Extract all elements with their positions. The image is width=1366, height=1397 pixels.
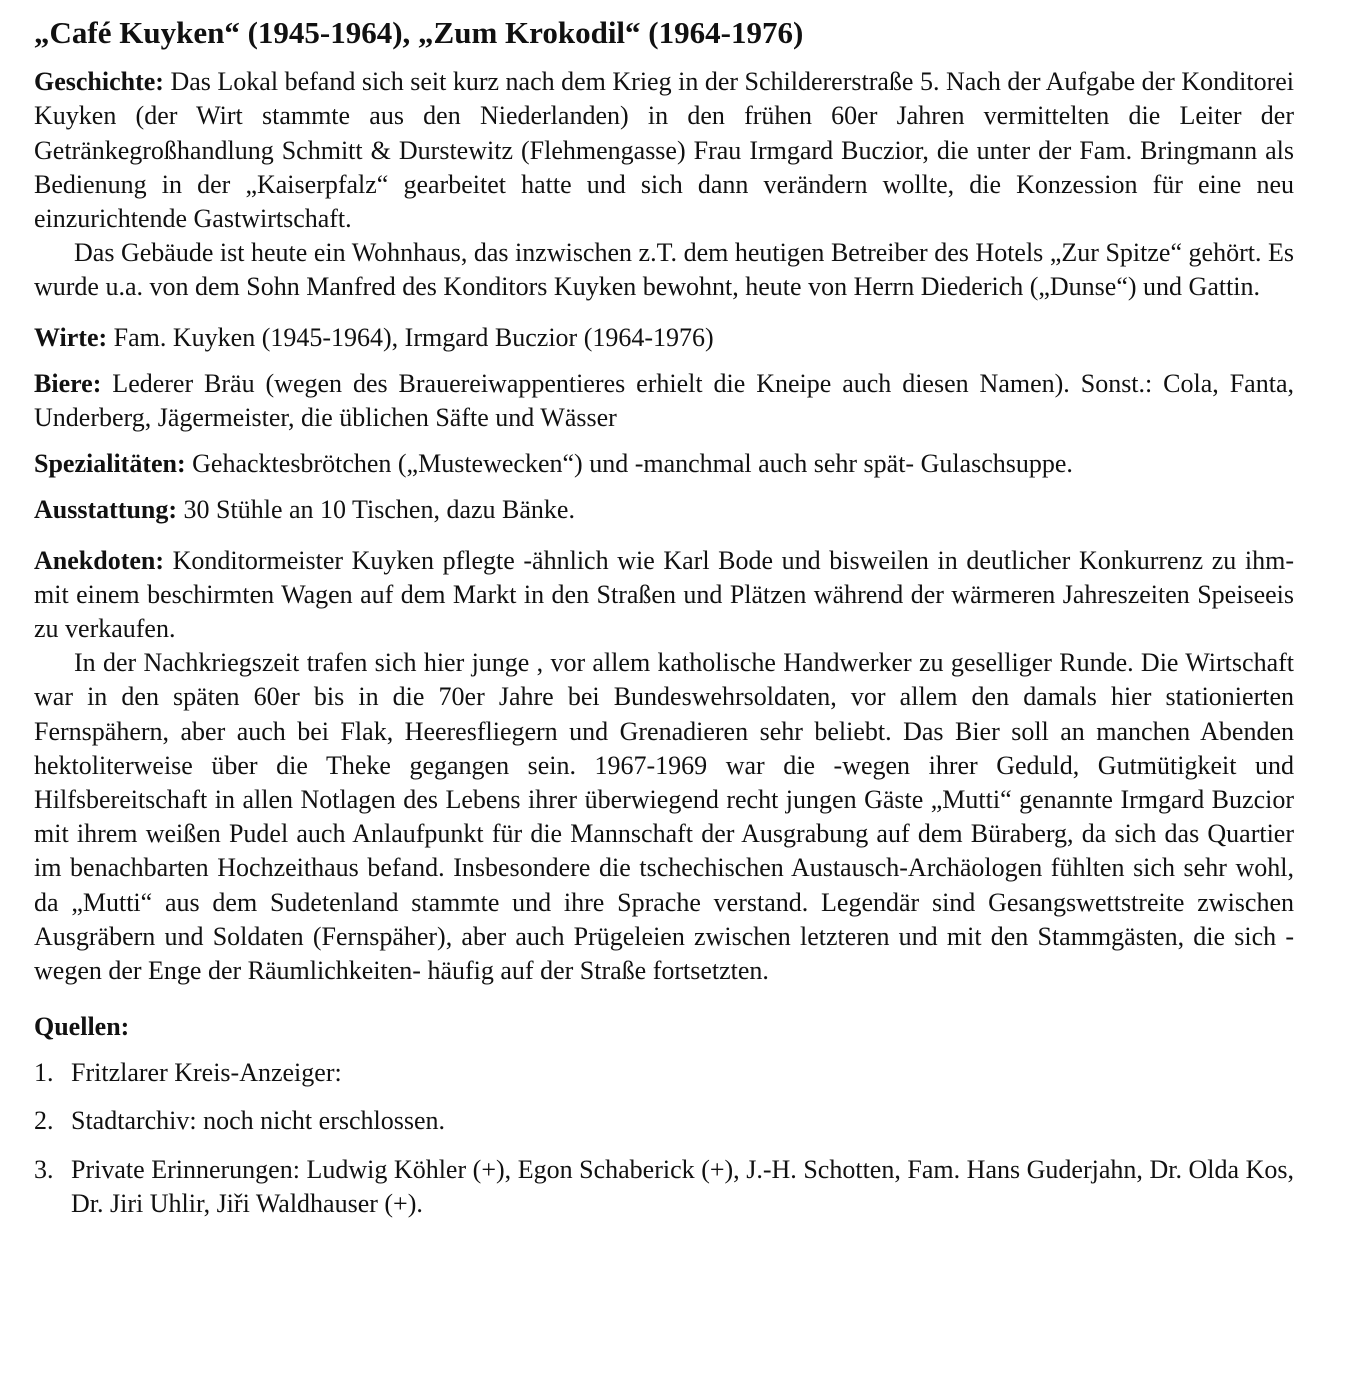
ausstattung-paragraph bbox=[34, 493, 1294, 527]
quellen-heading: Quellen: bbox=[34, 1012, 130, 1042]
anekdoten-text: Konditormeister Kuyken pflegte -ähnlich wie Karl Bode und bisweilen in deutlicher Konkurrenz zu ihm- mit einem beschirmten Wagen auf dem Markt in den Straßen und Plätzen während der wärmeren Jahreszeiten Speiseeis zu verkaufen. bbox=[34, 545, 1294, 644]
anekdoten-paragraph bbox=[34, 544, 1294, 647]
geschichte-text: Das Lokal befand sich seit kurz nach dem Krieg in der Schildererstraße 5. Nach der Aufgabe der Konditorei Kuyken (der Wirt stammte aus den Niederlanden) in den frühen 60er Jahren vermittelten die Leiter der Getränkegroßhandlung Schmitt & Durstewitz (Flehmengasse) Frau Irmgard Buczior, die unter der Fam. Bringmann als Bedienung in der „Kaiserpfalz“ gearbeitet hatte und sich dann verändern wollte, die Konzession für eine neu einzurichtende Gastwirtschaft. bbox=[34, 67, 1294, 233]
list-item-text: Stadtarchiv: noch nicht erschlossen. bbox=[71, 1106, 446, 1136]
spezialitaeten-text: Gehacktesbrötchen („Mustewecken“) und -manchmal auch sehr spät- Gulaschsuppe. bbox=[185, 449, 1073, 479]
biere-label: Biere: bbox=[34, 368, 102, 398]
spezialitaeten-paragraph bbox=[34, 447, 1294, 481]
section-spezialitaeten bbox=[34, 447, 1294, 481]
ausstattung-text: 30 Stühle an 10 Tischen, dazu Bänke. bbox=[177, 495, 575, 525]
wirte-text: Fam. Kuyken (1945-1964), Irmgard Buczior (1964-1976) bbox=[107, 322, 714, 352]
ausstattung-label: Ausstattung: bbox=[34, 495, 178, 525]
wirte-paragraph bbox=[34, 321, 1294, 355]
quellen-list bbox=[34, 1056, 1294, 1221]
section-geschichte bbox=[34, 65, 1294, 304]
list-item-number: 1. bbox=[34, 1058, 54, 1088]
section-ausstattung bbox=[34, 493, 1294, 527]
list-item-number: 3. bbox=[34, 1154, 54, 1184]
geschichte-text-2: Das Gebäude ist heute ein Wohnhaus, das inzwischen z.T. dem heutigen Betreiber des Hotels „Zur Spitze“ gehört. Es wurde u.a. von dem Sohn Manfred des Konditors Kuyken bewohnt, heute von Herrn Diederich („Dunse“) und Gattin. bbox=[34, 238, 1294, 302]
list-item-text: Fritzlarer Kreis-Anzeiger: bbox=[71, 1058, 342, 1088]
biere-paragraph bbox=[34, 367, 1294, 435]
document-page bbox=[34, 14, 1294, 1235]
geschichte-paragraph bbox=[34, 65, 1294, 236]
spezialitaeten-label: Spezialitäten: bbox=[34, 449, 186, 479]
geschichte-label: Geschichte: bbox=[34, 67, 164, 97]
section-wirte bbox=[34, 321, 1294, 355]
document-title: „Café Kuyken“ (1945-1964), „Zum Krokodil“ (1964-1976) bbox=[34, 15, 804, 50]
wirte-label: Wirte: bbox=[34, 322, 108, 352]
anekdoten-label: Anekdoten: bbox=[34, 545, 165, 575]
section-biere bbox=[34, 367, 1294, 435]
list-item-number: 2. bbox=[34, 1106, 54, 1136]
anekdoten-text-2: In der Nachkriegszeit trafen sich hier junge , vor allem katholische Handwerker zu geselliger Runde. Die Wirtschaft war in den späten 60er bis in die 70er Jahre bei Bundeswehrsoldaten, vor allem den damals hier stationierten Fernspähern, aber auch bei Flak, Heeresfliegern und Grenadieren sehr beliebt. Das Bier soll an manchen Abenden hektoliterweise über die Theke gegangen sein. 1967-1969 war die -wegen ihrer Geduld, Gutmütigkeit und Hilfsbereitschaft in allen Notlagen des Lebens ihrer überwiegend recht jungen Gäste „Mutti“ genannte Irmgard Buzcior mit ihrem weißen Pudel auch Anlaufpunkt für die Mannschaft der Ausgrabung auf dem Büraberg, da sich das Quartier im benachbarten Hochzeithaus befand. Insbesondere die tschechischen Austausch-Archäologen fühlten sich sehr wohl, da „Mutti“ aus dem Sudetenland stammte und ihre Sprache verstand. Legendär sind Gesangswettstreite zwischen Ausgräbern und Soldaten (Fernspäher), aber auch Prügeleien zwischen letzteren und mit den Stammgästen, die sich -wegen der Enge der Räumlichkeiten- häufig auf der Straße fortsetzten. bbox=[34, 648, 1294, 986]
list-item bbox=[34, 1153, 1294, 1221]
list-item bbox=[34, 1056, 1294, 1090]
list-item-text: Private Erinnerungen: Ludwig Köhler (+), Egon Schaberick (+), J.-H. Schotten, Fam. Hans Guderjahn, Dr. Olda Kos, Dr. Jiri Uhlir, Jiři Waldhauser (+). bbox=[71, 1154, 1294, 1218]
biere-text: Lederer Bräu (wegen des Brauereiwappentieres erhielt die Kneipe auch diesen Namen). Sonst.: Cola, Fanta, Underberg, Jägermeister, die üblichen Säfte und Wässer bbox=[34, 368, 1294, 433]
section-anekdoten bbox=[34, 544, 1294, 989]
list-item bbox=[34, 1104, 1294, 1138]
